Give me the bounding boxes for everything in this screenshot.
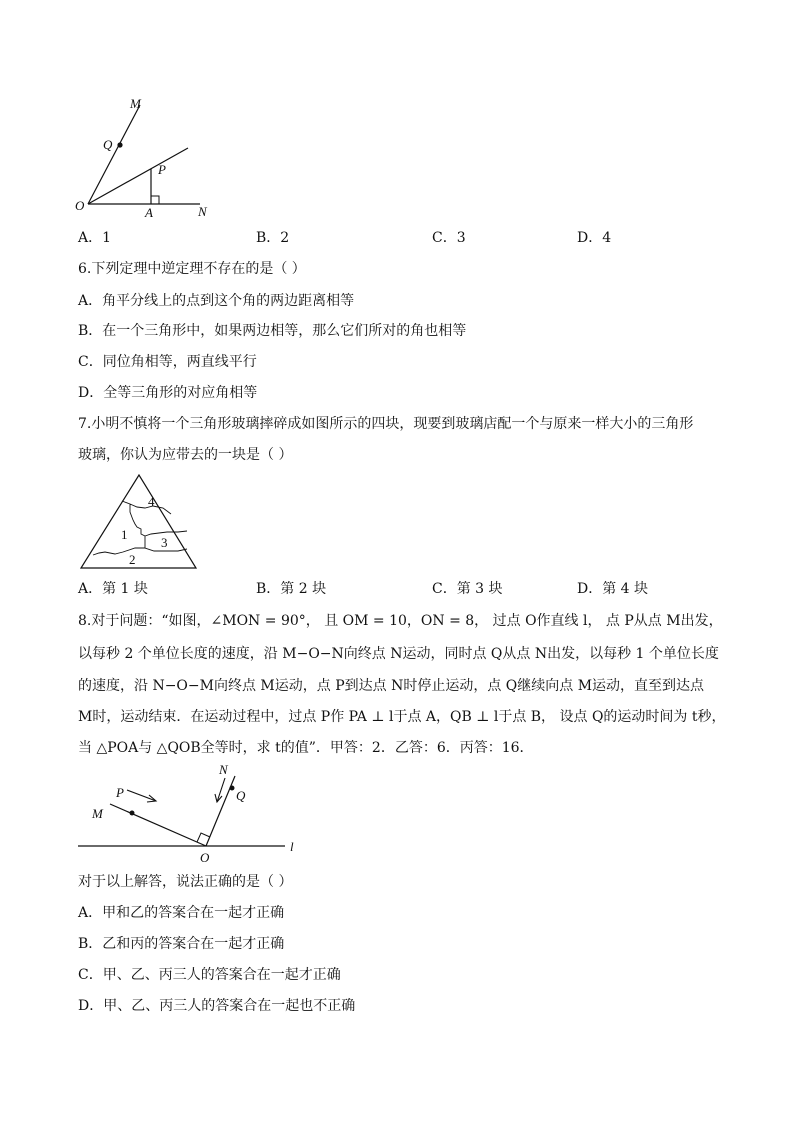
- point-q: [117, 142, 122, 147]
- point-p: [130, 811, 135, 816]
- q7-option-b: B．第 2 块: [256, 581, 327, 597]
- q6-option-b: B．在一个三角形中，如果两边相等，那么它们所对的角也相等: [78, 323, 467, 339]
- q5-option-a: A．1: [78, 230, 112, 246]
- q5-option-c: C．3: [432, 230, 466, 246]
- q6-option-a: A．角平分线上的点到这个角的两边距离相等: [78, 293, 355, 309]
- figure-angle-mon: [60, 92, 240, 227]
- label-p: P: [158, 162, 166, 177]
- piece-label-3: 3: [161, 535, 168, 550]
- right-angle-mark: [151, 196, 159, 204]
- q7-stem-line1: 7.小明不慎将一个三角形玻璃摔碎成如图所示的四块，现要到玻璃店配一个与原来一样大小的三角形: [78, 416, 694, 432]
- q8-option-b: B．乙和丙的答案合在一起才正确: [78, 936, 285, 952]
- label-q: Q: [236, 788, 246, 803]
- piece-label-1: 1: [121, 527, 128, 542]
- q7-option-c: C．第 3 块: [432, 581, 503, 597]
- label-o: O: [200, 850, 210, 865]
- q8-stem-line4: M时，运动结束．在运动过程中，过点 P作 PA ⊥ l于点 A，QB ⊥ l于点 B， 设点 Q的运动时间为 t秒，: [78, 709, 726, 725]
- label-p: P: [116, 785, 124, 800]
- segment-om: [110, 804, 206, 846]
- label-l: l: [290, 839, 294, 854]
- arrow-p: [127, 790, 156, 801]
- q8-sub-stem: 对于以上解答，说法正确的是（ ）: [78, 874, 293, 890]
- q5-option-b: B．2: [256, 230, 290, 246]
- label-n: N: [219, 762, 228, 777]
- label-a: A: [145, 205, 153, 220]
- piece-label-4: 4: [148, 494, 155, 509]
- q8-option-d: D．甲、乙、丙三人的答案合在一起也不正确: [78, 998, 356, 1014]
- q6-option-c: C．同位角相等，两直线平行: [78, 354, 257, 370]
- piece-label-2: 2: [129, 552, 136, 567]
- label-o: O: [75, 198, 85, 213]
- q8-stem-line2: 以每秒 2 个单位长度的速度，沿 M−O−N向终点 N运动，同时点 Q从点 N出发，以每秒 1 个单位长度: [78, 646, 719, 662]
- label-m: M: [130, 96, 141, 111]
- figure-line-l: [70, 756, 310, 868]
- triangle-outline: [81, 475, 196, 568]
- q7-stem-line2: 玻璃，你认为应带去的一块是（ ）: [78, 447, 293, 463]
- q7-option-a: A．第 1 块: [78, 581, 148, 597]
- figure-broken-triangle: [75, 472, 205, 572]
- q7-option-d: D．第 4 块: [577, 581, 649, 597]
- q6-option-d: D．全等三角形的对应角相等: [78, 385, 258, 401]
- arrow-n: [217, 778, 225, 802]
- q6-stem: 6.下列定理中逆定理不存在的是（ ）: [78, 261, 306, 277]
- q8-stem-line5: 当 △POA与 △QOB全等时，求 t的值”．甲答：2．乙答：6．丙答：16．: [78, 740, 534, 756]
- q8-stem-line1: 8.对于问题：“如图，∠MON = 90°， 且 OM = 10，ON = 8， 过点 O作直线 l， 点 P从点 M出发，: [78, 613, 723, 629]
- label-q: Q: [103, 137, 113, 152]
- point-q: [230, 786, 235, 791]
- label-n: N: [198, 204, 207, 219]
- crack-lines: [93, 501, 187, 555]
- q8-option-a: A．甲和乙的答案合在一起才正确: [78, 905, 285, 921]
- q8-option-c: C．甲、乙、丙三人的答案合在一起才正确: [78, 967, 341, 983]
- q5-option-d: D．4: [577, 230, 612, 246]
- q8-stem-line3: 的速度，沿 N−O−M向终点 M运动，点 P到达点 N时停止运动，点 Q继续向点 M运动，直至到达点: [78, 678, 705, 694]
- label-m: M: [92, 806, 103, 821]
